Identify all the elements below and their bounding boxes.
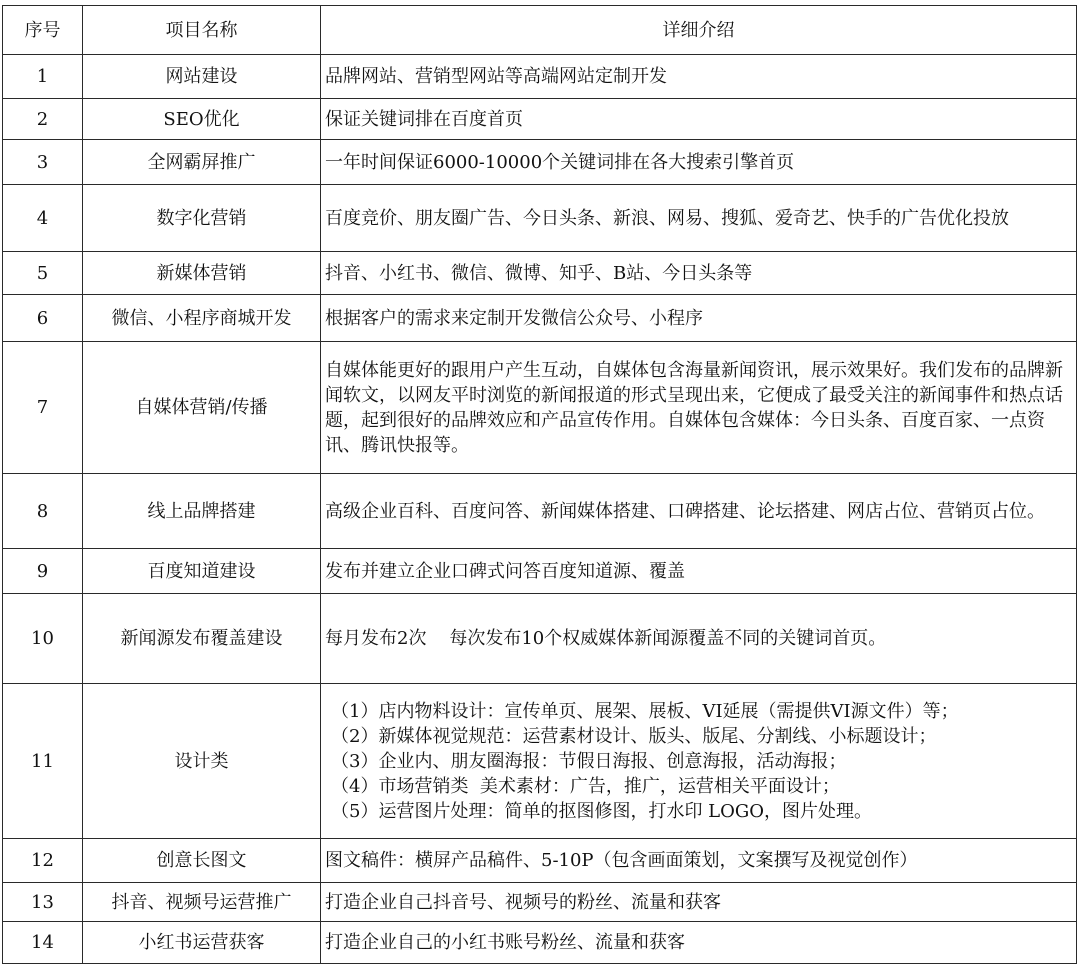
row-number: 1 — [3, 55, 83, 99]
row-detail: 抖音、小红书、微信、微博、知乎、B站、今日头条等 — [321, 252, 1077, 295]
row-number: 14 — [3, 922, 83, 964]
row-project-name: 小红书运营获客 — [83, 922, 321, 964]
row-number: 12 — [3, 839, 83, 883]
row-detail: 保证关键词排在百度首页 — [321, 99, 1077, 140]
table-row — [3, 684, 1077, 839]
row-project-name: 微信、小程序商城开发 — [83, 295, 321, 342]
header-row — [3, 6, 1077, 55]
row-project-name: 全网霸屏推广 — [83, 140, 321, 185]
header-project-name: 项目名称 — [83, 6, 321, 55]
table-row — [3, 594, 1077, 684]
row-detail: 品牌网站、营销型网站等高端网站定制开发 — [321, 55, 1077, 99]
row-detail — [321, 684, 1077, 839]
header-number: 序号 — [3, 6, 83, 55]
row-detail: 自媒体能更好的跟用户产生互动，自媒体包含海量新闻资讯，展示效果好。我们发布的品牌新闻软文，以网友平时浏览的新闻报道的形式呈现出来，它便成了最受关注的新闻事件和热点话题，起到很好的品牌效应和产品宣传作用。自媒体包含媒体：今日头条、百度百家、一点资讯、腾讯快报等。 — [321, 342, 1077, 474]
row-project-name: SEO优化 — [83, 99, 321, 140]
row-number: 7 — [3, 342, 83, 474]
table-row — [3, 185, 1077, 252]
design-item: （2）新媒体视觉规范：运营素材设计、版头、版尾、分割线、小标题设计； — [331, 725, 937, 747]
services-table — [2, 5, 1077, 964]
table-row — [3, 342, 1077, 474]
row-number: 4 — [3, 185, 83, 252]
row-detail: 图文稿件：横屏产品稿件、5-10P（包含画面策划，文案撰写及视觉创作） — [321, 839, 1077, 883]
row-number: 8 — [3, 474, 83, 549]
table-row — [3, 252, 1077, 295]
row-project-name: 创意长图文 — [83, 839, 321, 883]
row-project-name: 设计类 — [83, 684, 321, 839]
row-detail: 一年时间保证6000-10000个关键词排在各大搜索引擎首页 — [321, 140, 1077, 185]
row-detail: 百度竞价、朋友圈广告、今日头条、新浪、网易、搜狐、爱奇艺、快手的广告优化投放 — [321, 185, 1077, 252]
row-number: 10 — [3, 594, 83, 684]
row-number: 2 — [3, 99, 83, 140]
design-item: （3）企业内、朋友圈海报：节假日海报、创意海报，活动海报； — [331, 750, 847, 772]
table-row — [3, 99, 1077, 140]
design-item: （4）市场营销类 美术素材：广告，推广，运营相关平面设计； — [331, 775, 840, 797]
table-row — [3, 883, 1077, 922]
table-row — [3, 839, 1077, 883]
header-detail: 详细介绍 — [321, 6, 1077, 55]
row-detail: 打造企业自己的小红书账号粉丝、流量和获客 — [321, 922, 1077, 964]
design-item: （5）运营图片处理：简单的抠图修图，打水印 LOGO，图片处理。 — [331, 800, 873, 822]
row-project-name: 数字化营销 — [83, 185, 321, 252]
row-number: 5 — [3, 252, 83, 295]
row-detail: 打造企业自己抖音号、视频号的粉丝、流量和获客 — [321, 883, 1077, 922]
table-row — [3, 55, 1077, 99]
row-detail: 高级企业百科、百度问答、新闻媒体搭建、口碑搭建、论坛搭建、网店占位、营销页占位。 — [321, 474, 1077, 549]
table-row — [3, 922, 1077, 964]
row-project-name: 百度知道建设 — [83, 549, 321, 594]
table-row — [3, 474, 1077, 549]
row-project-name: 新媒体营销 — [83, 252, 321, 295]
row-project-name: 新闻源发布覆盖建设 — [83, 594, 321, 684]
row-detail: 每月发布2次 每次发布10个权威媒体新闻源覆盖不同的关键词首页。 — [321, 594, 1077, 684]
row-number: 13 — [3, 883, 83, 922]
row-number: 3 — [3, 140, 83, 185]
row-number: 9 — [3, 549, 83, 594]
row-detail: 发布并建立企业口碑式问答百度知道源、覆盖 — [321, 549, 1077, 594]
table-row — [3, 140, 1077, 185]
row-project-name: 抖音、视频号运营推广 — [83, 883, 321, 922]
row-project-name: 线上品牌搭建 — [83, 474, 321, 549]
row-project-name: 网站建设 — [83, 55, 321, 99]
design-item: （1）店内物料设计：宣传单页、展架、展板、VI延展（需提供VI源文件）等； — [331, 700, 959, 722]
table-row — [3, 549, 1077, 594]
row-project-name: 自媒体营销/传播 — [83, 342, 321, 474]
row-number: 11 — [3, 684, 83, 839]
row-number: 6 — [3, 295, 83, 342]
table-row — [3, 295, 1077, 342]
row-detail: 根据客户的需求来定制开发微信公众号、小程序 — [321, 295, 1077, 342]
